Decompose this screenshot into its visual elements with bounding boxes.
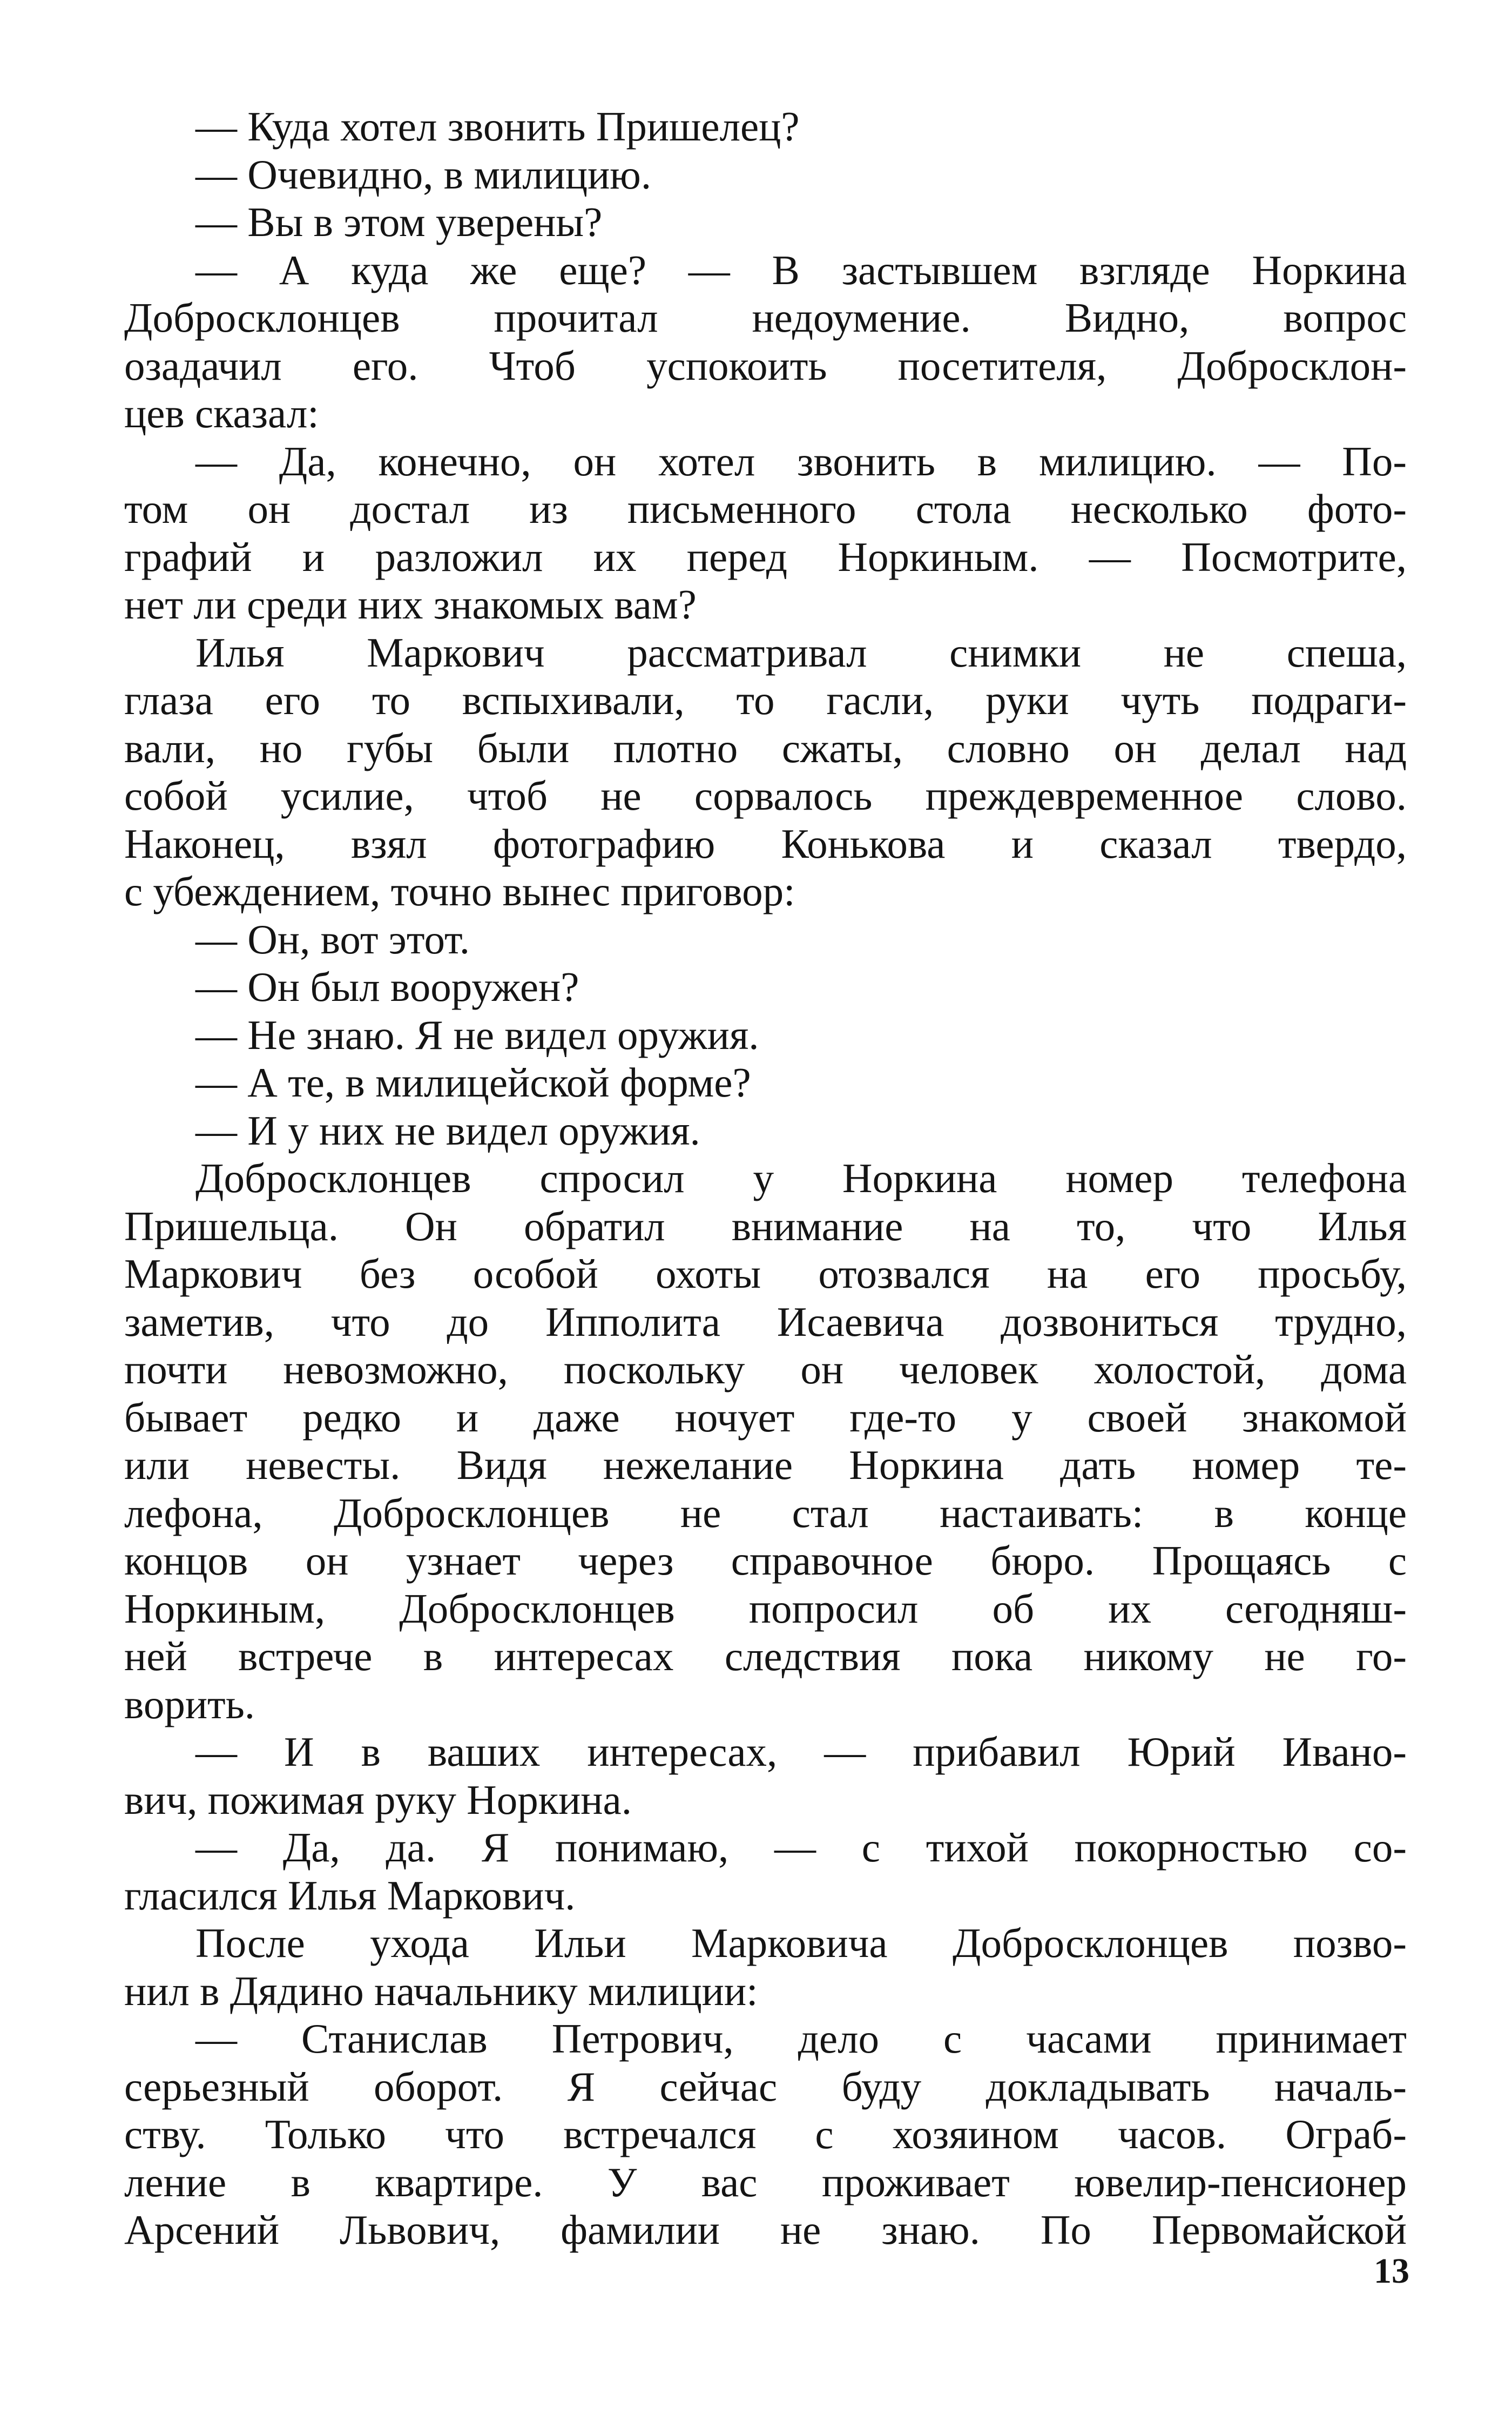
text-line: нет ли среди них знакомых вам? [124, 581, 697, 628]
text-line: — Не знаю. Я не видел оружия. [195, 1011, 759, 1058]
text-line: или невесты. Видя нежелание Норкина дать номер те- [124, 1442, 1407, 1488]
text-line: — Куда хотел звонить Пришелец? [195, 103, 800, 150]
text-line: вали, но губы были плотно сжаты, словно он делал над [124, 724, 1407, 771]
text-line: Арсений Львович, фамилии не знаю. По Первомайской [124, 2207, 1407, 2253]
text-line: ней встрече в интересах следствия пока никому не го- [124, 1633, 1407, 1679]
text-line: Добросклонцев спросил у Норкина номер телефона [195, 1155, 1407, 1201]
text-line: — И в ваших интересах, — прибавил Юрий Ивано- [195, 1728, 1407, 1775]
text-line: — Да, конечно, он хотел звонить в милицию. — По- [195, 438, 1407, 485]
text-line: — А те, в милицейской форме? [195, 1059, 751, 1106]
text-line: серьезный оборот. Я сейчас буду докладывать началь- [124, 2063, 1407, 2110]
text-line: — Станислав Петрович, дело с часами принимает [195, 2015, 1407, 2062]
text-line: почти невозможно, поскольку он человек холостой, дома [124, 1346, 1407, 1393]
text-line: После ухода Ильи Марковича Добросклонцев позво- [195, 1920, 1407, 1966]
text-line: лефона, Добросклонцев не стал настаивать: в конце [124, 1489, 1407, 1536]
text-line: глаза его то вспыхивали, то гасли, руки чуть подраги- [124, 677, 1407, 723]
text-line: — И у них не видел оружия. [195, 1107, 700, 1154]
page-number: 13 [1374, 2251, 1409, 2291]
text-line: графий и разложил их перед Норкиным. — Посмотрите, [124, 533, 1407, 580]
text-line: заметив, что до Ипполита Исаевича дозвониться трудно, [124, 1298, 1407, 1345]
text-line: Пришельца. Он обратил внимание на то, что Илья [124, 1202, 1407, 1249]
text-line: цев сказал: [124, 390, 319, 436]
text-line: с убеждением, точно вынес приговор: [124, 868, 795, 914]
text-line: — Вы в этом уверены? [195, 199, 603, 245]
text-line: — А куда же еще? — В застывшем взгляде Норкина [195, 246, 1407, 293]
text-line: — Да, да. Я понимаю, — с тихой покорностью со- [195, 1824, 1407, 1871]
text-line: том он достал из письменного стола несколько фото- [124, 486, 1407, 532]
text-line: нил в Дядино начальнику милиции: [124, 1967, 758, 2014]
text-line: вич, пожимая руку Норкина. [124, 1776, 632, 1823]
text-line: гласился Илья Маркович. [124, 1872, 576, 1919]
text-line: Илья Маркович рассматривал снимки не спеша, [195, 629, 1407, 676]
text-line: ворить. [124, 1680, 255, 1727]
text-line: концов он узнает через справочное бюро. Прощаясь с [124, 1537, 1407, 1584]
body-text [124, 103, 1407, 2254]
text-line: Наконец, взял фотографию Конькова и сказал твердо, [124, 820, 1407, 867]
text-line: бывает редко и даже ночует где-то у своей знакомой [124, 1394, 1407, 1441]
text-line: — Он, вот этот. [195, 916, 470, 963]
text-line: собой усилие, чтоб не сорвалось преждевременное слово. [124, 772, 1407, 819]
text-line: — Очевидно, в милицию. [195, 151, 652, 198]
text-line: Норкиным, Добросклонцев попросил об их сегодняш- [124, 1585, 1407, 1632]
text-line: ству. Только что встречался с хозяином часов. Ограб- [124, 2111, 1407, 2157]
text-line: Маркович без особой охоты отозвался на его просьбу, [124, 1250, 1407, 1297]
text-line: ление в квартире. У вас проживает ювелир-пенсионер [124, 2158, 1407, 2205]
text-line: — Он был вооружен? [195, 964, 579, 1010]
text-line: Добросклонцев прочитал недоумение. Видно, вопрос [124, 294, 1407, 341]
text-line: озадачил его. Чтоб успокоить посетителя, Добросклон- [124, 342, 1407, 389]
